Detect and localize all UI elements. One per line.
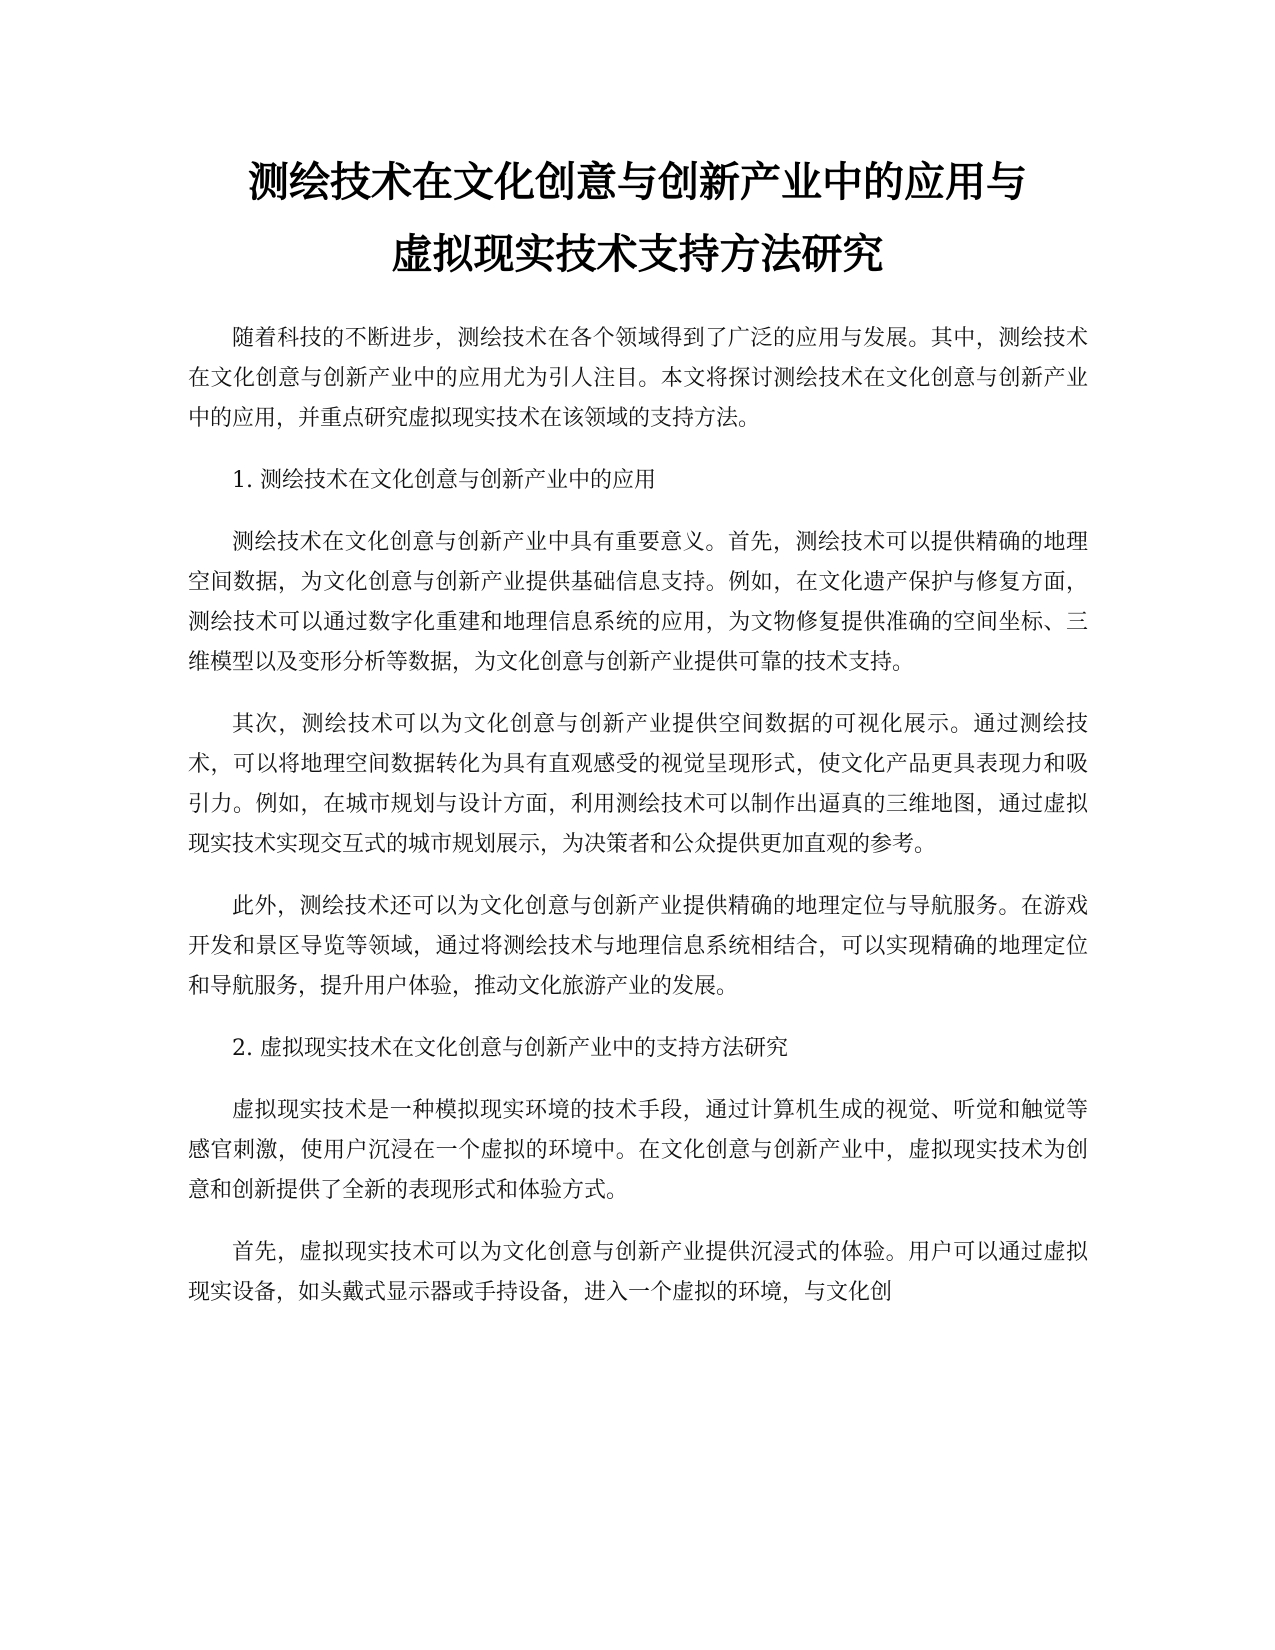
paragraph: 此外，测绘技术还可以为文化创意与创新产业提供精确的地理定位与导航服务。在游戏开发和景区导览等领域，通过将测绘技术与地理信息系统相结合，可以实现精确的地理定位和导航服务，提升用户体验，推动文化旅游产业的发展。 (188, 894, 1088, 999)
document-title (150, 146, 1125, 290)
document-body (188, 319, 1088, 1335)
title-line-1: 测绘技术在文化创意与创新产业中的应用与 (248, 158, 1027, 206)
paragraph: 随着科技的不断进步，测绘技术在各个领域得到了广泛的应用与发展。其中，测绘技术在文化创意与创新产业中的应用尤为引人注目。本文将探讨测绘技术在文化创意与创新产业中的应用，并重点研究虚拟现实技术在该领域的支持方法。 (188, 326, 1088, 431)
paragraph: 首先，虚拟现实技术可以为文化创意与创新产业提供沉浸式的体验。用户可以通过虚拟现实设备，如头戴式显示器或手持设备，进入一个虚拟的环境，与文化创 (188, 1240, 1088, 1305)
section-heading: 1. 测绘技术在文化创意与创新产业中的应用 (232, 468, 656, 493)
section-heading: 2. 虚拟现实技术在文化创意与创新产业中的支持方法研究 (232, 1036, 788, 1061)
paragraph: 测绘技术在文化创意与创新产业中具有重要意义。首先，测绘技术可以提供精确的地理空间数据，为文化创意与创新产业提供基础信息支持。例如，在文化遗产保护与修复方面，测绘技术可以通过数字化重建和地理信息系统的应用，为文物修复提供准确的空间坐标、三维模型以及变形分析等数据，为文化创意与创新产业提供可靠的技术支持。 (188, 530, 1088, 675)
title-line-2: 虚拟现实技术支持方法研究 (391, 230, 884, 278)
paragraph: 虚拟现实技术是一种模拟现实环境的技术手段，通过计算机生成的视觉、听觉和触觉等感官刺激，使用户沉浸在一个虚拟的环境中。在文化创意与创新产业中，虚拟现实技术为创意和创新提供了全新的表现形式和体验方式。 (188, 1098, 1088, 1203)
paragraph: 其次，测绘技术可以为文化创意与创新产业提供空间数据的可视化展示。通过测绘技术，可以将地理空间数据转化为具有直观感受的视觉呈现形式，使文化产品更具表现力和吸引力。例如，在城市规划与设计方面，利用测绘技术可以制作出逼真的三维地图，通过虚拟现实技术实现交互式的城市规划展示，为决策者和公众提供更加直观的参考。 (188, 712, 1088, 857)
